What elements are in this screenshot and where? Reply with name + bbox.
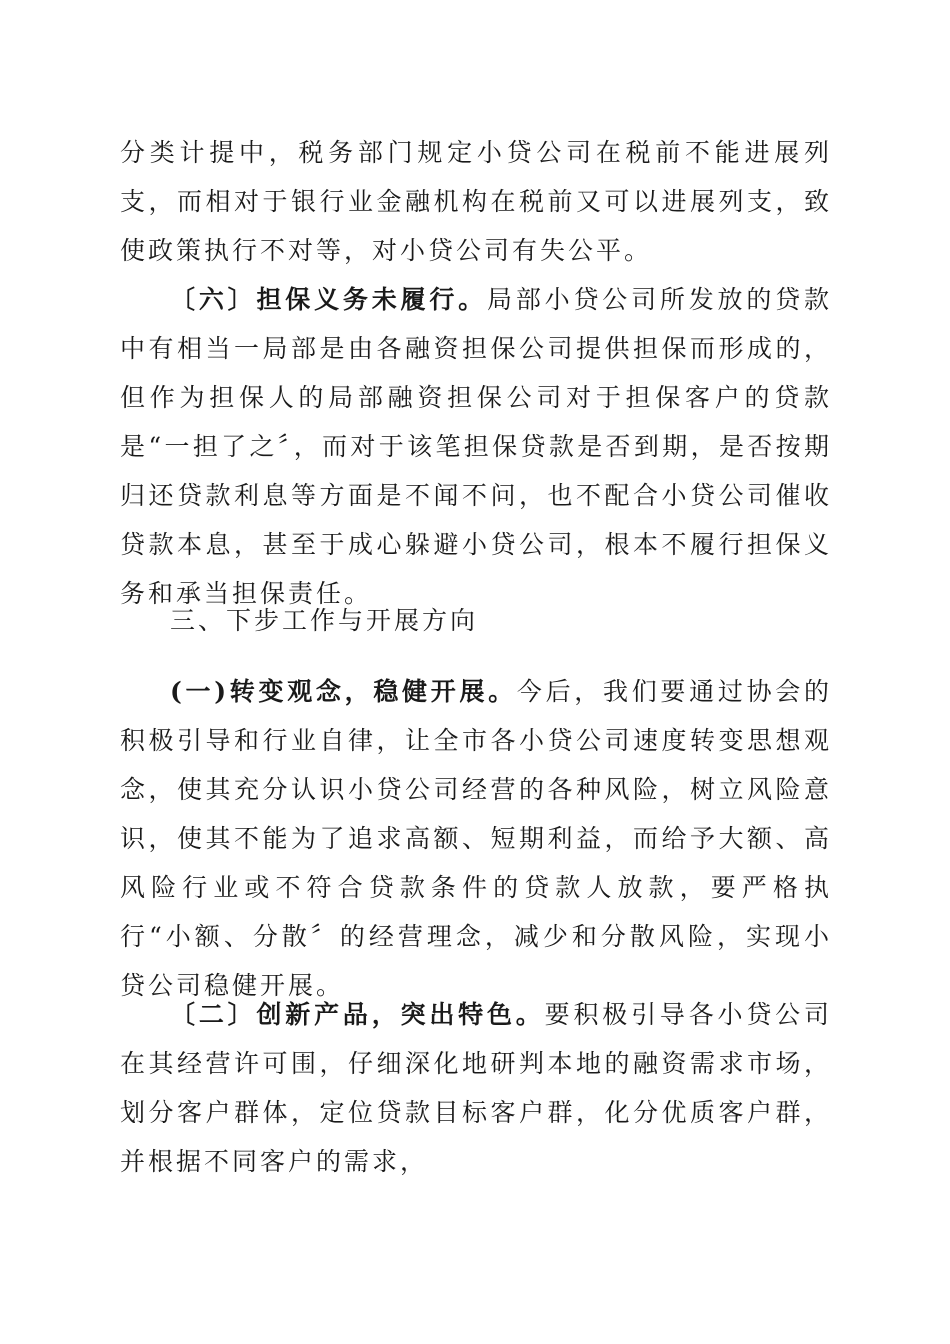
- section-one-body: 今后，我们要通过协会的积极引导和行业自律，让全市各小贷公司速度转变思想观念，使其充分认识小贷公司经营的各种风险，树立风险意识，使其不能为了追求高额、短期利益，而给予大额、高风险行业或不符合贷款条件的贷款人放款，要严格执行“小额、分散〞的经营理念，减少和分散风险，实现小贷公司稳健开展。: [120, 677, 832, 1000]
- section-heading-three: 三、下步工作与开展方向: [170, 606, 479, 635]
- section-one-paragraph: [120, 667, 832, 1010]
- section-six-body: 局部小贷公司所发放的贷款中有相当一局部是由各融资担保公司提供担保而形成的，但作为担保人的局部融资担保公司对于担保客户的贷款是“一担了之〞，而对于该笔担保贷款是否到期，是否按期归还贷款利息等方面是不闻不问，也不配合小贷公司催收贷款本息，甚至于成心躲避小贷公司，根本不履行担保义务和承当担保责任。: [120, 285, 832, 608]
- paragraph-continued: 分类计提中，税务部门规定小贷公司在税前不能进展列支，而相对于银行业金融机构在税前又可以进展列支，致使政策执行不对等，对小贷公司有失公平。: [120, 138, 832, 265]
- section-two-paragraph: [120, 990, 832, 1186]
- section-six-paragraph: [120, 275, 832, 618]
- section-one-lead: (一)转变观念，稳健开展。: [170, 677, 517, 706]
- section-six-lead: 〔六〕担保义务未履行。: [170, 285, 487, 314]
- section-two-lead: 〔二〕创新产品，突出特色。: [170, 1000, 545, 1029]
- section-two-body: 要积极引导各小贷公司在其经营许可围，仔细深化地研判本地的融资需求市场，划分客户群体，定位贷款目标客户群，化分优质客户群，并根据不同客户的需求，: [120, 1000, 832, 1176]
